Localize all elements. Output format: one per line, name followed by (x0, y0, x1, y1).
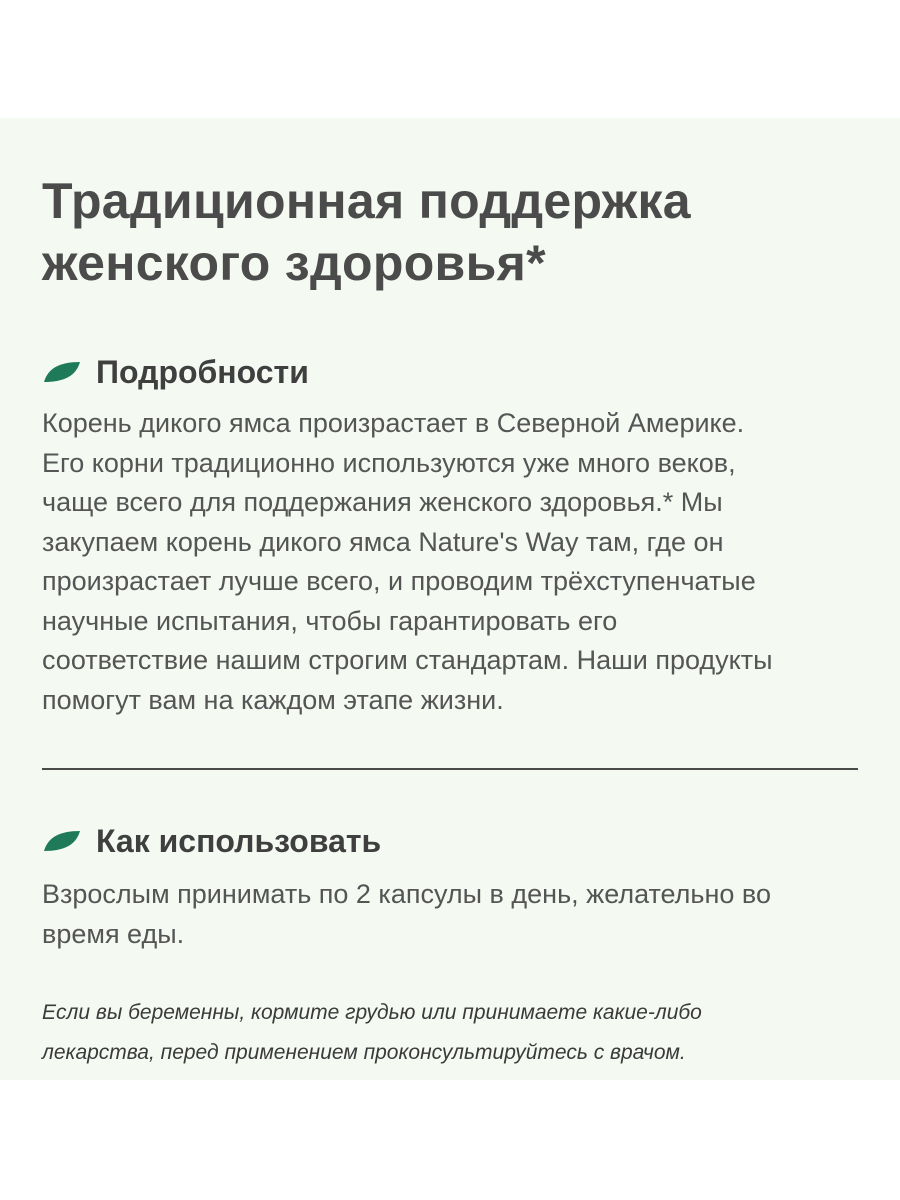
details-text-line: помогут вам на каждом этапе жизни. (42, 684, 504, 715)
details-text-line: произрастает лучше всего, и проводим трёхступенчатые (42, 566, 756, 596)
usage-text-line: время еды. (42, 918, 185, 949)
details-text (42, 404, 872, 720)
details-text-line: научные испытания, чтобы гарантировать его (42, 605, 618, 636)
warning-note-line: Если вы беременны, кормите грудью или принимаете какие-либо (42, 1001, 702, 1024)
details-text-line: Его корни традиционно используются уже много веков, (42, 447, 736, 478)
page-title-line: Традиционная поддержка (42, 173, 691, 229)
usage-text (42, 875, 872, 954)
usage-text-line: Взрослым принимать по 2 капсулы в день, желательно во (42, 879, 771, 909)
usage-heading-label: Как использовать (96, 822, 382, 859)
warning-note-line: лекарства, перед применением проконсультируйтесь с врачом. (42, 1041, 686, 1064)
details-text-line: соответствие нашим строгим стандартам. Наши продукты (42, 645, 773, 675)
details-heading-label: Подробности (96, 353, 309, 390)
section-divider (42, 768, 858, 770)
leaf-icon (42, 829, 82, 853)
page-title (42, 170, 862, 294)
warning-note (42, 993, 872, 1073)
usage-heading (42, 821, 381, 861)
details-text-line: Корень дикого ямса произрастает в Северной Америке. (42, 408, 745, 438)
details-heading (42, 352, 309, 392)
details-text-line: закупаем корень дикого ямса Nature's Way там, где он (42, 526, 724, 557)
details-text-line: чаще всего для поддержания женского здоровья.* Мы (42, 487, 723, 517)
page-title-line: женского здоровья* (42, 235, 546, 291)
leaf-icon (42, 360, 82, 384)
